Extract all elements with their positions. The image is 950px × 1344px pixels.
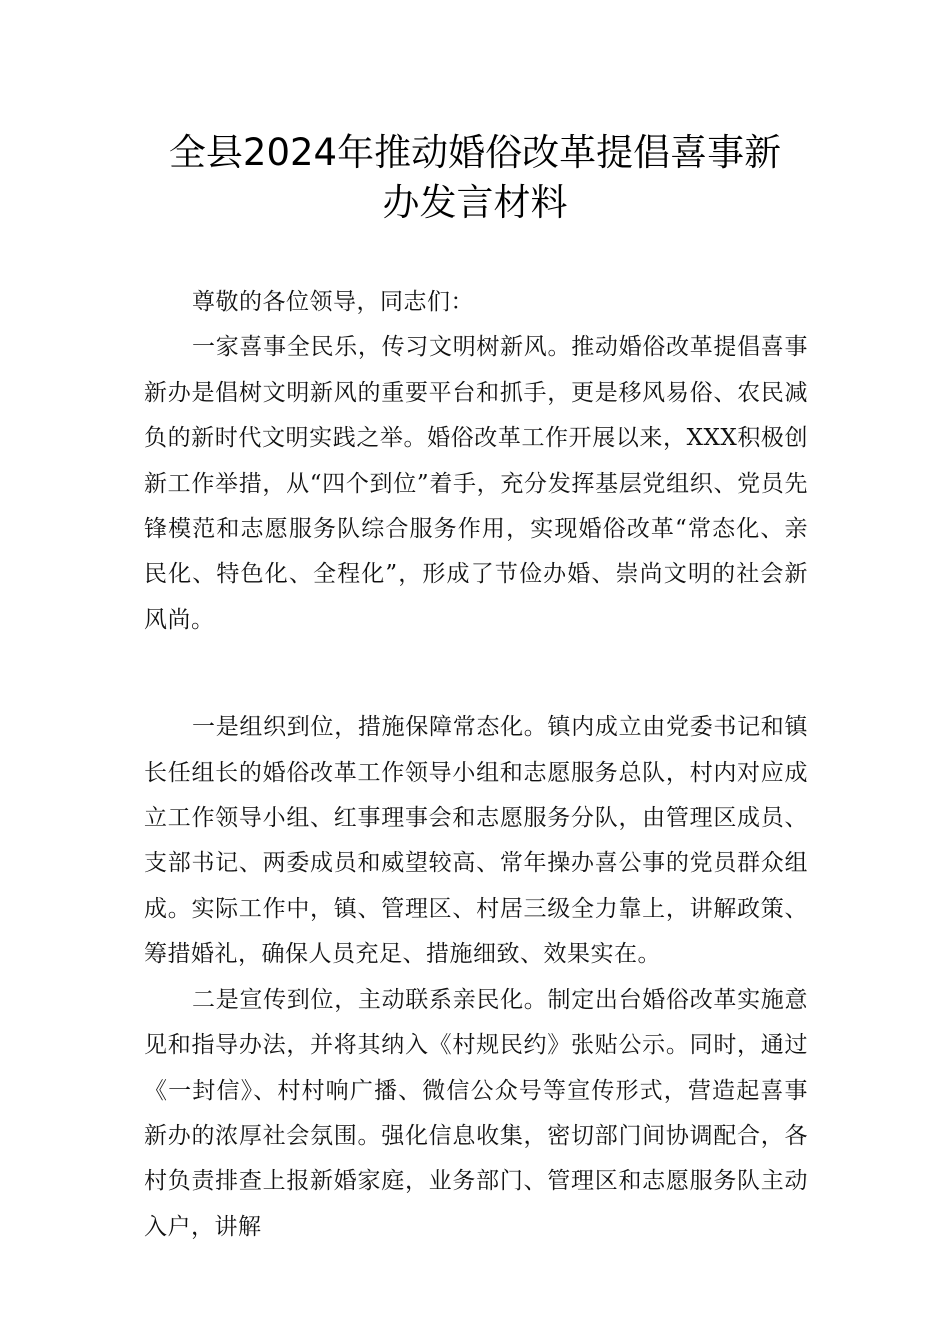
paragraph-organization: 一是组织到位，措施保障常态化。镇内成立由党委书记和镇长任组长的婚俗改革工作领导小组和志愿服务总队，村内对应成立工作领导小组、红事理事会和志愿服务分队，由管理区成员、支部书记、两委成员和威望较高、常年操办喜公事的党员群众组成。实际工作中，镇、管理区、村居三级全力靠上，讲解政策、筹措婚礼，确保人员充足、措施细致、效果实在。 [144,714,808,968]
salutation: 尊敬的各位领导，同志们： [192,289,474,315]
title-line-2: 办发言材料 [382,181,568,224]
title-line-1: 全县2024年推动婚俗改革提倡喜事新 [168,131,782,174]
document-body [144,280,808,1250]
document-title [120,128,830,228]
paragraph-gap [144,643,808,705]
paragraph-publicity: 二是宣传到位，主动联系亲民化。制定出台婚俗改革实施意见和指导办法，并将其纳入《村规民约》张贴公示。同时，通过《一封信》、村村响广播、微信公众号等宣传形式，营造起喜事新办的浓厚社会氛围。强化信息收集，密切部门间协调配合，各村负责排查上报新婚家庭，业务部门、管理区和志愿服务队主动入户，讲解 [144,986,808,1240]
paragraph-intro: 一家喜事全民乐，传习文明树新风。推动婚俗改革提倡喜事新办是倡树文明新风的重要平台和抓手，更是移风易俗、农民减负的新时代文明实践之举。婚俗改革工作开展以来，XXX积极创新工作举措，从“四个到位”着手，充分发挥基层党组织、党员先锋模范和志愿服务队综合服务作用，实现婚俗改革“常态化、亲民化、特色化、全程化”，形成了节俭办婚、崇尚文明的社会新风尚。 [144,334,808,633]
